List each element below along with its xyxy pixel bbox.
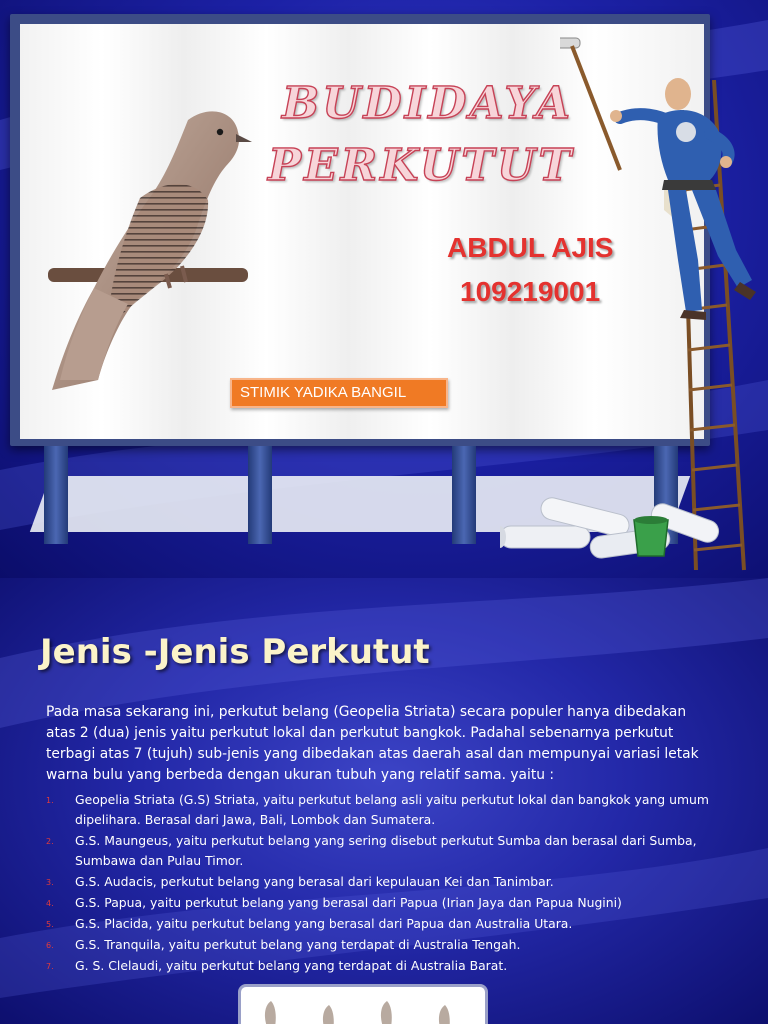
institution-label: STIMIK YADIKA BANGIL <box>230 378 448 408</box>
title-line-2: PERKUTUT <box>268 140 575 191</box>
list-item-text: G.S. Maungeus, yaitu perkutut belang yang sering disebut perkutut Sumba dan berasal dari Sumba, Sumbawa dan Pulau Timor. <box>75 833 697 868</box>
list-number: 5. <box>46 920 54 929</box>
list-item <box>46 956 726 976</box>
slide-title: Jenis -Jenis Perkutut <box>40 632 430 672</box>
content-slide <box>0 578 768 1024</box>
author-name: ABDUL AJIS <box>447 232 614 263</box>
list-number: 2. <box>46 837 54 846</box>
list-item-text: G.S. Papua, yaitu perkutut belang yang berasal dari Papua (Irian Jaya dan Papua Nugini) <box>75 895 622 910</box>
list-item-text: G. S. Clelaudi, yaitu perkutut belang yang terdapat di Australia Barat. <box>75 958 508 973</box>
paint-bucket <box>630 514 672 558</box>
paint-roller <box>560 38 620 170</box>
list-item-text: G.S. Tranquila, yaitu perkutut belang yang terdapat di Australia Tengah. <box>75 937 521 952</box>
list-item-text: G.S. Audacis, perkutut belang yang berasal dari kepulauan Kei dan Tanimbar. <box>75 874 554 889</box>
billboard-post <box>248 446 272 544</box>
list-item <box>46 872 726 892</box>
list-item <box>46 914 726 934</box>
intro-paragraph: Pada masa sekarang ini, perkutut belang (Geopelia Striata) secara populer hanya dibedakan atas 2 (dua) jenis yaitu perkutut lokal dan perkutut bangkok. Padahal sebenarnya perkutut terbagi atas 7 (tujuh) sub-jenis yang dibedakan atas daerah asal dan mempunyai variasi letak warna bulu yang berbeda dengan ukuran tubuh yang relatif sama. yaitu : <box>46 704 699 783</box>
list-number: 4. <box>46 899 54 908</box>
painter-figure <box>560 30 760 330</box>
author-id: 109219001 <box>460 276 601 307</box>
paper-rolls <box>500 492 730 572</box>
list-number: 1. <box>46 796 54 805</box>
list-item <box>46 831 726 871</box>
species-list <box>46 790 726 977</box>
list-number: 7. <box>46 962 54 971</box>
list-item <box>46 893 726 913</box>
billboard-post <box>452 446 476 544</box>
list-item <box>46 935 726 955</box>
list-number: 3. <box>46 878 54 887</box>
list-number: 6. <box>46 941 54 950</box>
list-item-text: G.S. Placida, yaitu perkutut belang yang berasal dari Papua dan Australia Utara. <box>75 916 573 931</box>
list-item <box>46 790 726 830</box>
dove-thumbnails <box>238 984 488 1024</box>
title-line-1: BUDIDAYA <box>282 78 574 129</box>
list-item-text: Geopelia Striata (G.S) Striata, yaitu perkutut belang asli yaitu perkutut lokal dan bangkok yang umum dipelihara. Berasal dari Jawa, Bali, Lombok dan Sumatera. <box>75 792 709 827</box>
zebra-dove-image <box>38 80 258 410</box>
billboard-post <box>44 446 68 544</box>
